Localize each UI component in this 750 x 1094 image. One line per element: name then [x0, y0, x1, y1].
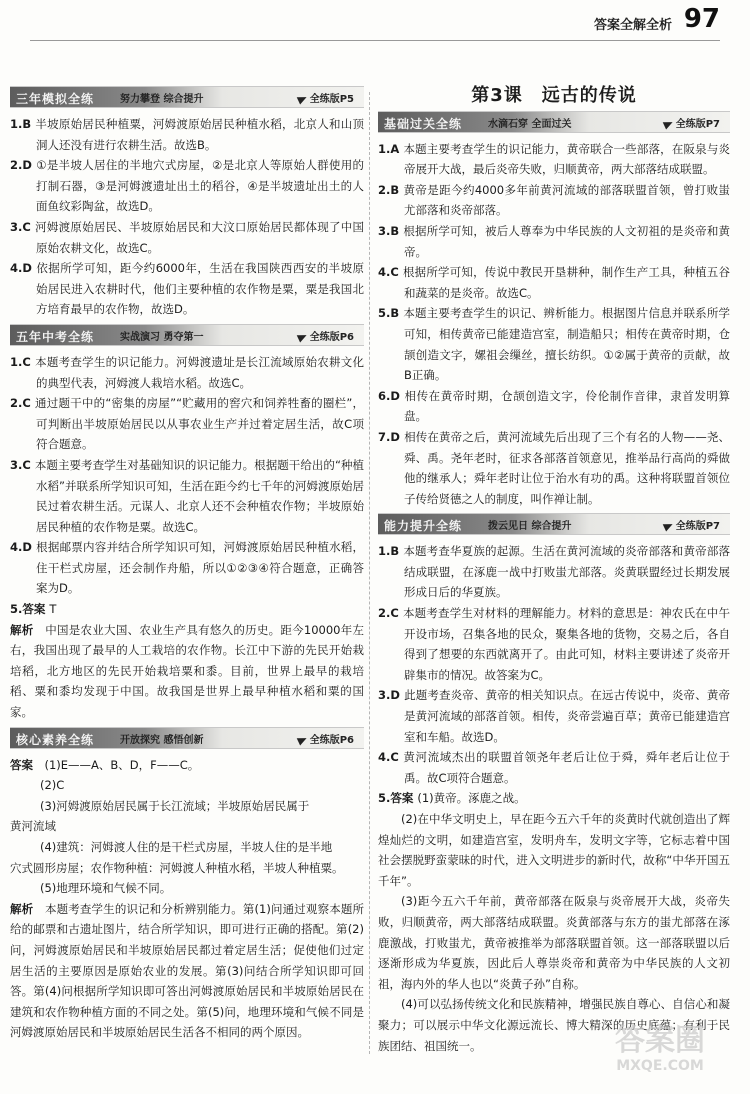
- answer-item: 1.B 半坡原始居民种植粟，河姆渡原始居民种植水稻，北京人和山顶洞人还没有进行农耕生活。故选B。: [10, 117, 364, 152]
- page-number: 97: [683, 4, 720, 34]
- answer-item: 4.D 根据邮票内容并结合所学知识可知，河姆渡原始居民种植水稻，住干栏式房屋，还会制作舟船，所以①②③④符合题意，正确答案为D。: [10, 540, 364, 596]
- banner-reference: 全练版P6: [298, 731, 354, 752]
- answer-line: (3)河姆渡原始居民属于长江流域；半坡原始居民属于: [40, 798, 310, 813]
- header-label: 答案全解全析: [593, 18, 672, 33]
- section-banner-basics: [378, 111, 730, 133]
- answer-line: 答案 (1)E——A、B、D，F——C。: [10, 757, 200, 772]
- banner-title: 基础过关全练: [384, 116, 463, 131]
- left-section2-list: [10, 352, 364, 723]
- pen-arrow-icon: [662, 521, 674, 532]
- answer-item: 4.C 黄河流域杰出的联盟首领尧年老后让位于舜，舜年老后让位于禹。故C项符合题意。: [378, 750, 730, 785]
- banner-subtitle: 开放探究 感悟创新: [120, 734, 204, 746]
- banner-reference: 全练版P5: [298, 90, 354, 111]
- banner-title: 三年模拟全练: [16, 92, 95, 106]
- answer-item: 6.D 相传在黄帝时期，仓颉创造文字，伶伦制作音律，隶首发明算盘。: [378, 388, 730, 424]
- answer-item: 3.C 本题主要考查学生对基础知识的识记能力。根据题干给出的“种植水稻”并联系所学知识可知，生活在距今约七千年的河姆渡原始居民过着农耕生活。元谋人、北京人还不会种植农作物；半坡原始居民种植的农作物是粟。故选C。: [10, 457, 364, 534]
- left-section1-list: [10, 114, 364, 320]
- section-banner-ability: [378, 513, 730, 535]
- column-divider: [369, 92, 370, 1054]
- banner-reference: 全练版P6: [298, 328, 354, 349]
- answer-item: 2.D ①是半坡人居住的半地穴式房屋，②是北京人等原始人群使用的打制石器，③是河姆渡遗址出土的稻谷，④是半坡遗址出土的人面鱼纹彩陶盆，故选D。: [10, 158, 364, 214]
- section-banner-five-year: [10, 324, 364, 346]
- banner-subtitle: 水滴石穿 全面过关: [488, 118, 572, 130]
- analysis-paragraph: 解析 中国是农业大国、农业生产具有悠久的历史。距今10000年左右，我国出现了最早的人工栽培的农作物。长江中下游的先民开始栽培稻，北方地区的先民开始栽培粟和黍。目前，世界上最早的栽培稻、粟和黍均发现于中国。故我国是世界上最早种植水稻和粟的国家。: [10, 622, 365, 720]
- banner-subtitle: 努力攀登 综合提升: [120, 94, 204, 105]
- banner-title: 五年中考全练: [16, 329, 95, 344]
- answer-line: (2)C: [40, 778, 65, 793]
- answer-item: 3.D 此题考查炎帝、黄帝的相关知识点。在远古传说中，炎帝、黄帝是黄河流域的部落首领。相传，炎帝尝遍百草；黄帝已能建造宫室和车船。故选D。: [378, 688, 730, 744]
- answer-item: 1.A 本题主要考查学生的识记能力，黄帝联合一些部落，在阪泉与炎帝展开大战，最后炎帝失败，归顺黄帝，两大部落结成联盟。: [378, 141, 730, 177]
- banner-subtitle: 实战演习 勇夺第一: [120, 331, 204, 343]
- answer-item: 3.B 根据所学可知，被后人尊奉为中华民族的人文初祖的是炎帝和黄帝。: [378, 223, 730, 259]
- banner-title: 核心素养全练: [16, 732, 95, 747]
- answer-item: 7.D 相传在黄帝之后，黄河流域先后出现了三个有名的人物——尧、舜、禹。尧年老时，征求各部落首领意见，推举品行高尚的舜做他的继承人；舜年老时让位于治水有功的禹。这种将联盟首领位子传给贤德之人的制度，叫作禅让制。: [378, 429, 730, 506]
- answer-item: 2.B 黄帝是距今约4000多年前黄河流域的部落联盟首领，曾打败蚩尤部落和炎帝部落。: [378, 182, 730, 218]
- answer-paragraph: (2)在中华文明史上，早在距今五六千年的炎黄时代就创造出了辉煌灿烂的文明，如建造宫室，发明舟车，发明文字等，它标志着中国社会摆脱野蛮蒙昧的时代，进入文明进步的新时代，故称“中华开国五千年”。: [378, 812, 730, 888]
- answer-item: 5.答案 T: [10, 602, 57, 617]
- banner-reference: 全练版P7: [664, 115, 720, 136]
- section-banner-core-literacy: [10, 727, 364, 749]
- pen-arrow-icon: [296, 734, 308, 745]
- left-column: [10, 82, 364, 1043]
- right-section1-list: [378, 139, 730, 510]
- answer-item: 5.B 本题主要考查学生的识记、辨析能力。根据图片信息并联系所学可知，相传黄帝已能建造宫室，制造船只；相传在黄帝时期，仓颉创造文字，嫘祖会缫丝，擅长纺织。①②属于黄帝的贡献，故B正确。: [378, 306, 730, 383]
- right-column: [378, 82, 730, 1056]
- banner-subtitle: 拨云见日 综合提升: [488, 521, 572, 533]
- lesson-title: 第3课 远古的传说: [471, 85, 637, 106]
- answer-item: 1.C 本题考查学生的识记能力。河姆渡遗址是长江流域原始农耕文化的典型代表，河姆渡人栽培水稻。故选C。: [10, 354, 364, 390]
- answer-paragraph: (4)可以弘扬传统文化和民族精神，增强民族自尊心、自信心和凝聚力；可以展示中华文化源远流长、博大精深的历史底蕴；有利于民族团结、祖国统一。: [378, 997, 730, 1053]
- answer-item: 1.B 本题考查华夏族的起源。生活在黄河流域的炎帝部落和黄帝部落结成联盟，在涿鹿一战中打败蚩尤部落。炎黄联盟经过长期发展形成日后的华夏族。: [378, 544, 730, 600]
- answer-item: 4.D 依据所学可知，距今约6000年，生活在我国陕西西安的半坡原始居民进入农耕时代，他们主要种植的农作物是粟，粟是我国北方培育最早的农作物，故选D。: [10, 261, 364, 317]
- left-section3: [10, 755, 364, 1043]
- site-watermark-logo: 答案圈 MXQE.COM: [615, 1023, 705, 1074]
- answer-item: 5.答案 (1)黄帝。涿鹿之战。: [378, 791, 526, 806]
- answer-item: 4.C 根据所学可知，传说中教民开垦耕种，制作生产工具，种植五谷和蔬菜的是炎帝。故选C。: [378, 265, 730, 300]
- right-section2-list: [378, 541, 730, 1056]
- analysis-paragraph: 解析 本题考查学生的识记和分析辨别能力。第(1)问通过观察本题所给的邮票和古遗址图片，结合所学知识，即可进行正确的搭配。第(2)问，河姆渡原始居民和半坡原始居民都过着定居生活；促使他们过定居生活的主要原因是原始农业的发展。第(3)问结合所学知识即可回答。第(4)问根据所学知识即可答出河姆渡原始居民和半坡原始居民在建筑和农作物种植方面的不同之处。第(5)问，地理环境和气候不同是河姆渡原始居民和半坡原始居民生活各不相同的两个原因。: [10, 901, 365, 1040]
- banner-reference: 全练版P7: [664, 517, 720, 538]
- pen-arrow-icon: [296, 93, 308, 104]
- header-rule: [30, 40, 720, 41]
- answer-item: 3.C 河姆渡原始居民、半坡原始居民和大汶口原始居民都体现了中国原始农耕文化，故选C。: [10, 219, 364, 255]
- section-banner-three-year: [10, 86, 364, 108]
- answer-line: (5)地理环境和气候不同。: [40, 881, 172, 896]
- answer-paragraph: (3)距今五六千年前，黄帝部落在阪泉与炎帝展开大战，炎帝失败，归顺黄帝，两大部落结成联盟。炎黄部落与东方的蚩尤部落在涿鹿激战，打败蚩尤，黄帝被推举为部落联盟首领。这一部落联盟以后逐渐形成为华夏族，因此后人尊崇炎帝和黄帝为中华民族的人文初祖，海内外的华人也以“炎黄子孙”自称。: [378, 894, 730, 991]
- answer-line: 穴式圆形房屋；农作物种植：河姆渡人种植水稻，半坡人种植粟。: [10, 860, 344, 875]
- answer-item: 2.C 本题考查学生对材料的理解能力。材料的意思是：神农氏在中午开设市场，召集各地的民众，聚集各地的货物，交易之后，各自得到了想要的东西就离开了。由此可知，材料主要讲述了炎帝开辟集市的情况。故答案为C。: [378, 606, 730, 682]
- answer-item: 2.C 通过题干中的“密集的房屋”“贮藏用的窖穴和饲养牲畜的圈栏”，可判断出半坡原始居民以从事农业生产并过着定居生活，故C项符合题意。: [10, 396, 364, 452]
- banner-title: 能力提升全练: [384, 519, 463, 534]
- pen-arrow-icon: [662, 118, 674, 129]
- pen-arrow-icon: [296, 331, 308, 342]
- answer-line: (4)建筑：河姆渡人住的是干栏式房屋，半坡人住的是半地: [40, 840, 333, 854]
- page-header: [0, 0, 750, 74]
- answer-line: 黄河流域: [10, 819, 56, 834]
